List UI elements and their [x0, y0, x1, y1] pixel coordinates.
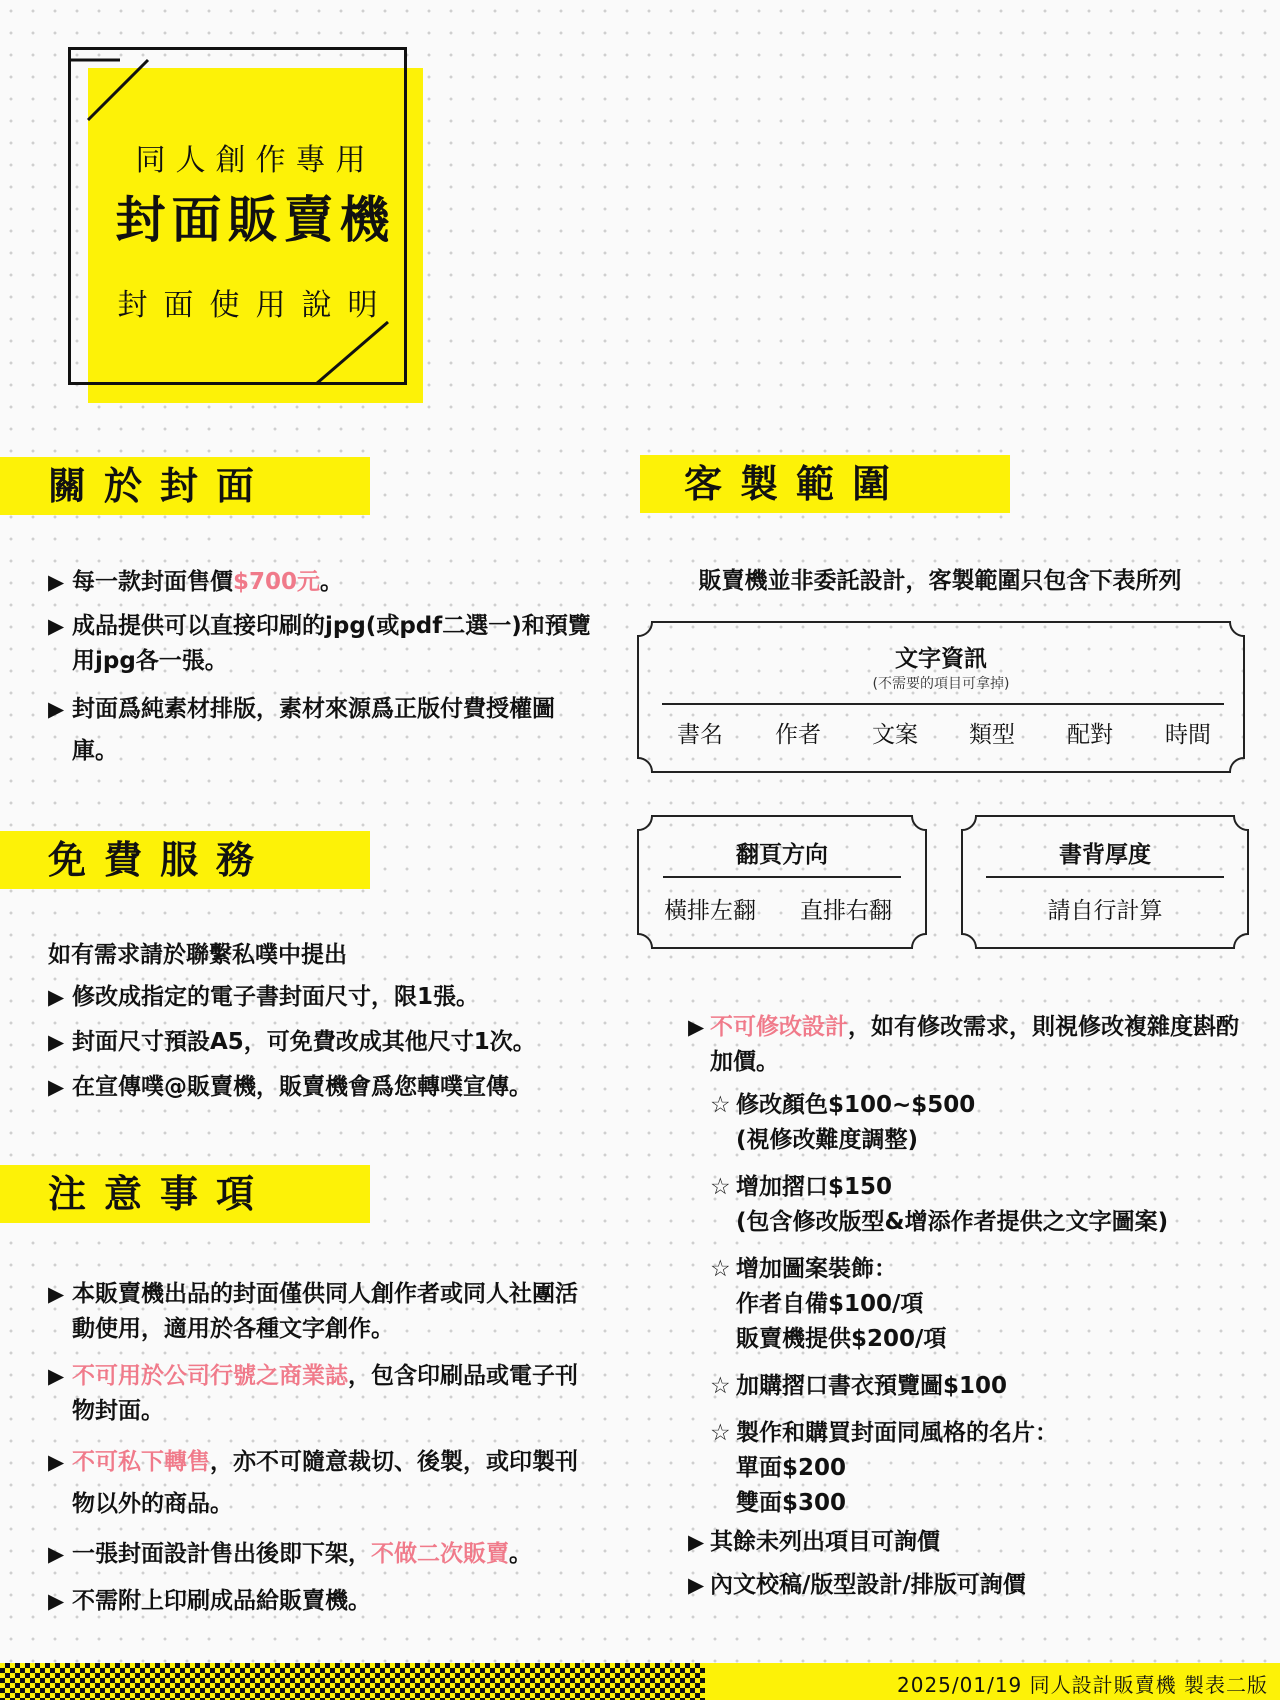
section-heading-notes: 注意事項 [0, 1165, 370, 1223]
bullet-icon: ▶ [688, 1015, 705, 1039]
price-option [710, 1252, 1258, 1357]
price-option [710, 1170, 1258, 1240]
section-heading-about: 關於封面 [0, 457, 370, 515]
warning-highlight: 不做二次販賣 [371, 1541, 509, 1567]
star-icon: ☆ [710, 1256, 731, 1282]
spine-title: 書背厚度 [1059, 842, 1151, 868]
option-label: 增加圖案裝飾： [736, 1256, 897, 1282]
list-item [48, 1584, 596, 1619]
bullet-icon: ▶ [48, 1589, 65, 1613]
option-detail: 單面$200 [736, 1455, 847, 1481]
list-item [48, 1277, 596, 1347]
list-item [48, 1025, 608, 1060]
text-info-item: 配對 [1067, 722, 1113, 748]
divider [663, 876, 901, 878]
option-detail: 作者自備$100/項 [736, 1291, 924, 1317]
bullet-icon: ▶ [48, 1542, 65, 1566]
price-highlight: $700元 [233, 569, 321, 595]
star-icon: ☆ [710, 1373, 731, 1399]
warning-highlight: 不可修改設計 [710, 1014, 848, 1040]
notes-list [48, 1277, 596, 1631]
warning-highlight: 不可私下轉售 [72, 1449, 210, 1475]
bullet-icon: ▶ [688, 1530, 705, 1554]
star-icon: ☆ [710, 1420, 731, 1446]
custom-intro: 販賣機並非委託設計，客製範圍只包含下表所列 [698, 568, 1182, 594]
option-label: 加購摺口書衣預覽圖$100 [736, 1373, 1008, 1399]
text-info-item: 類型 [969, 722, 1015, 748]
direction-item: 橫排左翻 [664, 898, 756, 924]
list-item [688, 1010, 1258, 1080]
item-text: 在宣傳噗@販賣機，販賣機會爲您轉噗宣傳。 [72, 1074, 532, 1100]
bullet-icon: ▶ [48, 1364, 65, 1388]
option-label: 增加摺口$150 [736, 1174, 893, 1200]
price-option [710, 1088, 1258, 1158]
divider [986, 876, 1224, 878]
free-intro: 如有需求請於聯繫私噗中提出 [48, 942, 347, 968]
item-text: 內文校稿/版型設計/排版可詢價 [710, 1572, 1026, 1598]
list-item [48, 1070, 608, 1105]
text-info-item: 作者 [775, 722, 821, 748]
bullet-icon: ▶ [48, 1450, 65, 1474]
option-detail: 販賣機提供$200/項 [736, 1326, 947, 1352]
list-item [688, 1568, 1258, 1603]
item-text: 其餘未列出項目可詢價 [710, 1529, 940, 1555]
text-info-item: 文案 [872, 722, 918, 748]
item-text: ，包含印刷品或電子刊物封面。 [72, 1363, 578, 1424]
bullet-icon: ▶ [48, 1030, 65, 1054]
price-option [710, 1416, 1258, 1521]
text-info-item: 時間 [1165, 722, 1211, 748]
option-detail: 雙面$300 [736, 1490, 847, 1516]
option-detail: (包含修改版型&增添作者提供之文字圖案) [736, 1209, 1169, 1235]
spine-item: 請自行計算 [1047, 898, 1163, 924]
item-text: 封面尺寸預設A5，可免費改成其他尺寸1次。 [72, 1029, 536, 1055]
custom-pricing-list [688, 1010, 1258, 1611]
footer-text: 2025/01/19 同人設計販賣機 製表二版 [897, 1673, 1268, 1697]
list-item [48, 1441, 596, 1525]
item-text: 。 [509, 1541, 532, 1567]
item-text: 。 [320, 569, 344, 595]
item-text: ，亦不可隨意裁切、後製，或印製刊物以外的商品。 [72, 1449, 578, 1517]
bullet-icon: ▶ [48, 985, 65, 1009]
bullet-icon: ▶ [48, 1282, 65, 1306]
option-label: 修改顏色$100~$500 [736, 1092, 976, 1118]
bullet-icon: ▶ [688, 1573, 705, 1597]
item-text: 不需附上印刷成品給販賣機。 [72, 1588, 371, 1614]
free-list [48, 980, 608, 1115]
price-option [710, 1369, 1258, 1404]
header-subtitle: 同人創作專用 [135, 143, 376, 178]
item-text: 本販賣機出品的封面僅供同人創作者或同人社團活動使用，適用於各種文字創作。 [72, 1281, 578, 1342]
item-text: 封面爲純素材排版，素材來源爲正版付費授權圖庫。 [72, 696, 555, 764]
star-icon: ☆ [710, 1174, 731, 1200]
item-text: 一張封面設計售出後即下架， [72, 1541, 371, 1567]
footer-checker-pattern [0, 1663, 705, 1700]
bullet-icon: ▶ [48, 1075, 65, 1099]
list-item [48, 1537, 596, 1572]
list-item [48, 1359, 596, 1429]
list-item [688, 1525, 1258, 1560]
text-info-item: 書名 [677, 722, 723, 748]
option-detail: (視修改難度調整) [736, 1127, 919, 1153]
divider [662, 703, 1224, 705]
section-heading-free: 免費服務 [0, 831, 370, 889]
direction-title: 翻頁方向 [736, 842, 828, 868]
text-info-title: 文字資訊 [895, 646, 987, 672]
bullet-icon: ▶ [48, 570, 65, 594]
star-icon: ☆ [710, 1092, 731, 1118]
text-info-note: (不需要的項目可拿掉) [872, 676, 1010, 692]
header-caption: 封面使用說明 [117, 288, 394, 323]
bullet-icon: ▶ [48, 614, 65, 638]
warning-highlight: 不可用於公司行號之商業誌 [72, 1363, 348, 1389]
header-title: 封面販賣機 [115, 190, 396, 249]
item-text: 成品提供可以直接印刷的jpg(或pdf二選一)和預覽用jpg各一張。 [72, 613, 591, 674]
section-heading-custom: 客製範圍 [640, 455, 1010, 513]
bullet-icon: ▶ [48, 697, 65, 721]
item-text: 修改成指定的電子書封面尺寸，限1張。 [72, 984, 480, 1010]
item-text: 每一款封面售價 [72, 569, 233, 595]
option-label: 製作和購買封面同風格的名片： [736, 1420, 1058, 1446]
direction-item: 直排右翻 [800, 898, 892, 924]
item-text: ，如有修改需求，則視修改複雜度斟酌加價。 [710, 1014, 1239, 1075]
